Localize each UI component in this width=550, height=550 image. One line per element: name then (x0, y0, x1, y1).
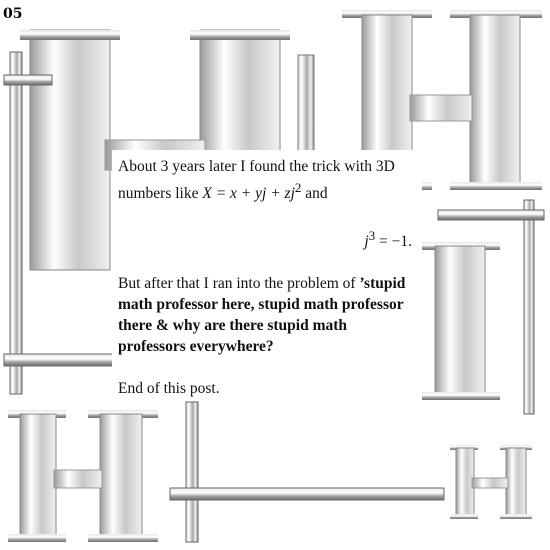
equation-exponent: 3 (368, 228, 376, 244)
equation-line (118, 225, 416, 252)
equation-rhs: = −1. (375, 233, 412, 251)
post-text-box (112, 150, 422, 400)
paragraph-2 (118, 273, 416, 357)
chrome-letter-h-small (450, 445, 532, 519)
chrome-letter-h-bottom-left (8, 410, 158, 542)
equation-base: j (364, 233, 369, 251)
formula-exponent: 2 (294, 180, 302, 195)
paragraph-2-bold: ’stupid math professor here, stupid math professor there & why are there stupid math professors everywhere? (118, 275, 406, 356)
paragraph-1-text: About 3 years later I found the trick with 3D numbers like (118, 158, 395, 203)
formula-lhs: X (202, 185, 212, 203)
formula-tail: and (301, 185, 328, 203)
paragraph-3: End of this post. (118, 380, 220, 398)
chrome-cross-bottom (170, 402, 444, 542)
paragraph-2-text: But after that I ran into the problem of (118, 275, 356, 293)
slide-number: 05 (3, 6, 23, 22)
formula-rhs: = x + yj + zj (215, 185, 295, 203)
paragraph-1 (118, 156, 416, 204)
